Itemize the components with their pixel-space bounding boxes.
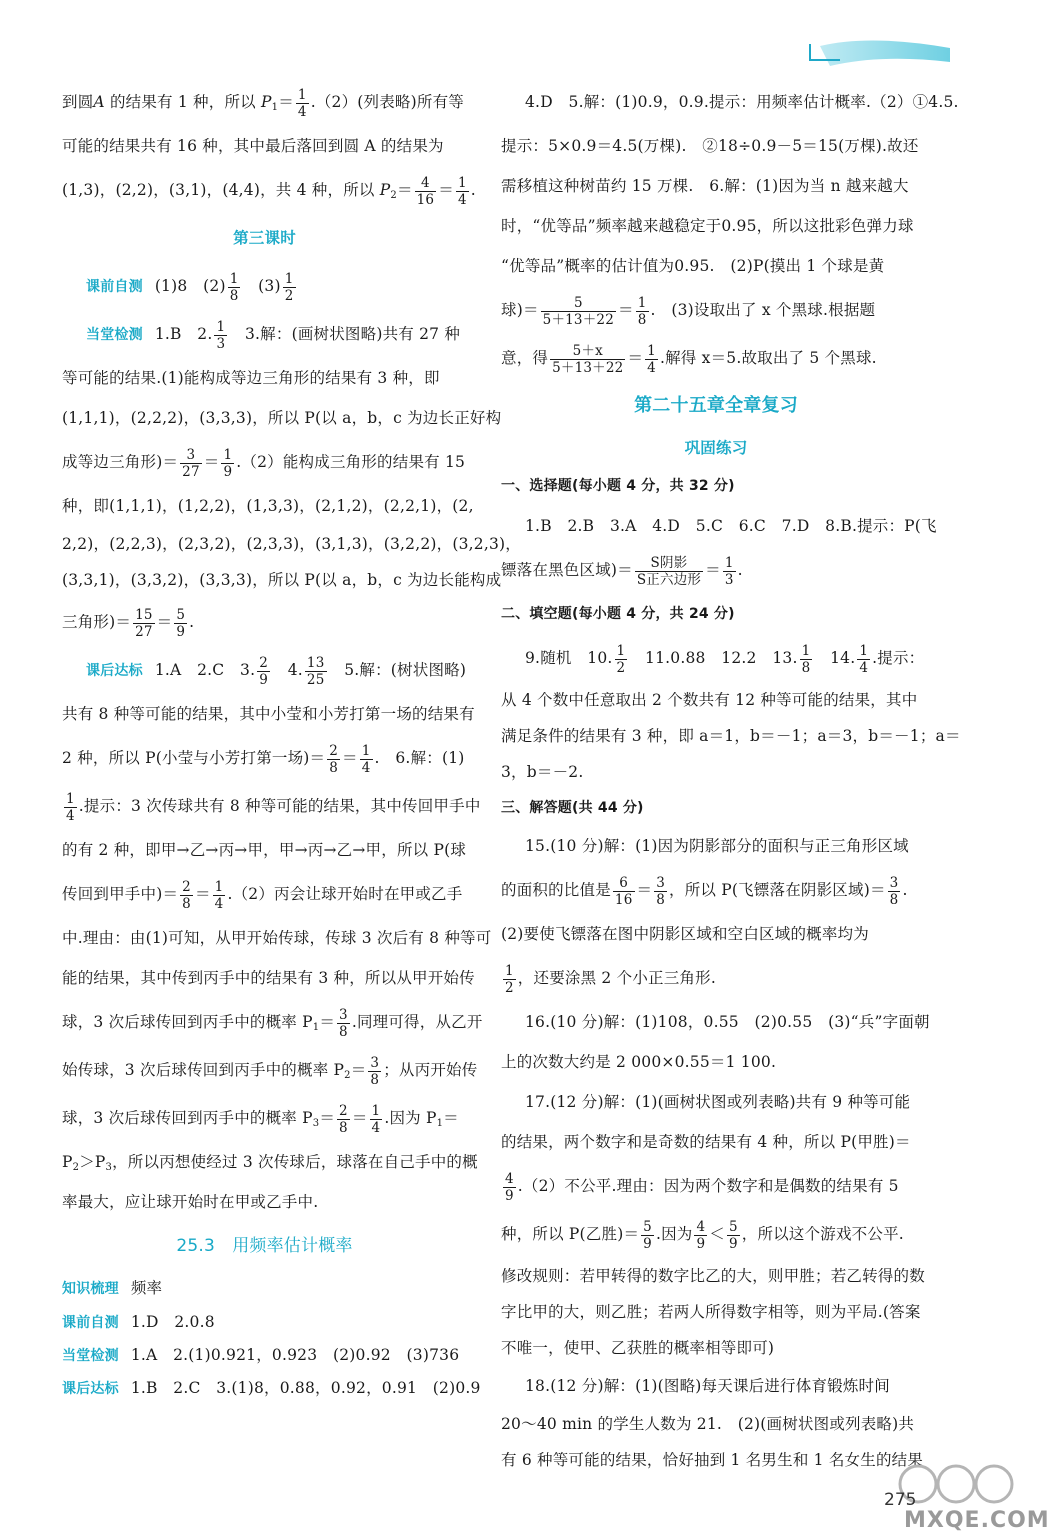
text-line: 从 4 个数中任意取出 2 个数共有 12 种等可能的结果，其中 [501,691,918,709]
text-line: 20～40 min 的学生人数为 21. (2)(画树状图或列表略)共 [501,1415,915,1433]
page-number: 275 [884,1490,917,1510]
text-line: 中.理由：由(1)可知，从甲开始传球，传球 3 次后有 8 种等可 [62,929,492,947]
watermark-text: MXQE.COM [904,1508,1050,1533]
text-line: 提示：5×0.9＝4.5(万棵). ②18÷0.9－5＝15(万棵).故还 [501,137,919,155]
text-line: 15.(10 分)解：(1)因为阴影部分的面积与正三角形区域 [525,837,909,855]
text-line: 2 种，所以 P(小莹与小芳打第一场)＝ $\frac{2}{8}$ ＝ $\frac{1}{4}$ . 6.解：(1) [62,742,465,776]
text-line: 的结果，两个数字和是奇数的结果有 4 种，所以 P(甲胜)＝ [501,1133,911,1151]
text-line: 满足条件的结果有 3 种，即 a＝1，b＝－1；a＝3，b＝－1；a＝ [501,727,961,745]
class-test-answers: 当堂检测 1.B 2. $\frac{1}{3}$ 3.解：(画树状图略)共有 27 种 [86,318,461,352]
text-line: 球)＝ $\frac{5}{5+13+22}$ ＝ $\frac{1}{8}$ . (3)设取出了 x 个黑球.根据题 [501,294,876,328]
text-line: 字比甲的大，则乙胜；若两人所得数字相等，则为平局.(答案 [501,1303,921,1321]
right-column [501,78,961,1478]
text-line: 球，3 次后球传回到丙手中的概率 $P_1=$ $\frac{3}{8}$ .同理可得，从乙开 [62,1006,483,1040]
section-title-answer: 三、解答题(共 44 分) [501,800,644,816]
section-title-fill: 二、填空题(每小题 4 分，共 24 分) [501,606,735,622]
practice-heading: 巩固练习 [684,439,748,457]
text-line: 的有 2 种，即甲→乙→丙→甲，甲→丙→乙→甲，所以 P(球 [62,841,467,859]
text-line: 17.(12 分)解：(1)(画树状图或列表略)共有 9 种等可能 [525,1093,911,1111]
text-line: 2,2)，(2,2,3)，(2,3,2)，(2,3,3)，(3,1,3)，(3,2,2)，(3,2,3)， [62,535,521,553]
text-line: $\frac{4}{9}$ .（2）不公平.理由：因为两个数字和是偶数的结果有 5 [505,1170,899,1204]
text-line: 9.随机 10. $\frac{1}{2}$ 11.0.88 12.2 13. $\frac{1}{8}$ 14. $\frac{1}{4}$ .提示： [525,642,925,676]
pre-test-answers: 课前自测 (1)8 (2) $\frac{1}{8}$ (3) $\frac{1}{2}$ [86,270,294,304]
text-line: $P_2>P_3$，所以丙想使经过 3 次传球后，球落在自己手中的概 [62,1153,478,1173]
lesson-heading: 第三课时 [233,229,296,247]
text-line: 3，b＝－2. [501,763,584,781]
text-line: 到圆A 的结果有 1 种，所以 $P_1=$ $\frac{1}{4}$ .（2）(列表略)所有等 [62,86,464,120]
text-line: 率最大，应让球开始时在甲或乙手中. [62,1193,319,1211]
after-class-answers-253: 课后达标 1.B 2.C 3.(1)8，0.88，0.92，0.91 (2)0.9 [62,1379,481,1397]
text-line: 能的结果，其中传到丙手中的结果有 3 种，所以从甲开始传 [62,969,475,987]
after-class-answers: 课后达标 1.A 2.C 3. $\frac{2}{9}$ 4. $\frac{13}{25}$ 5.解：(树状图略) [86,654,467,688]
fraction: $\frac{1}{4}$ [297,86,307,120]
class-test-answers-253: 当堂检测 1.A 2.(1)0.921，0.923 (2)0.92 (3)736 [62,1346,460,1364]
text-line: (1,3)，(2,2)，(3,1)，(4,4)，共 4 种，所以 $P_2=$ $\frac{4}{16}$ ＝ $\frac{1}{4}$ . [62,174,476,208]
text-line: 球，3 次后球传回到丙手中的概率 $P_3=$ $\frac{2}{8}$ ＝ $\frac{1}{4}$ .因为 $P_1=$ [62,1102,459,1136]
text-line: 时，“优等品”频率越来越稳定于0.95，所以这批彩色弹力球 [501,217,914,235]
text-line: 等可能的结果.(1)能构成等边三角形的结果有 3 种，即 [62,369,440,387]
section-title-choice: 一、选择题(每小题 4 分，共 32 分) [501,478,735,494]
text-line: 4.D 5.解：(1)0.9，0.9.提示：用频率估计概率.（2）①4.5. [525,93,959,111]
text-line: 种，即(1,1,1)，(1,2,2)，(1,3,3)，(2,1,2)，(2,2,1)，(2, [62,497,474,515]
text-line: 1.B 2.B 3.A 4.D 5.C 6.C 7.D 8.B.提示：P(飞 [525,517,937,535]
text-line: 可能的结果共有 16 种，其中最后落回到圆 A 的结果为 [62,137,444,155]
text-line: “优等品”概率的估计值为0.95. (2)P(摸出 1 个球是黄 [501,257,885,275]
text-line: 的面积的比值是 $\frac{6}{16}$ ＝ $\frac{3}{8}$ ，所以 P(飞镖落在阴影区域)＝ $\frac{3}{8}$ . [501,874,908,908]
text-line: (3,3,1)，(3,3,2)，(3,3,3)，所以 P(以 a，b，c 为边长能构成 [62,571,502,589]
left-column [62,78,521,1405]
text-line: 传回到甲手中)＝ $\frac{2}{8}$ ＝ $\frac{1}{4}$ .（2）丙会让球开始时在甲或乙手 [62,878,463,912]
text-line: 镖落在黑色区域)＝ $\frac{\text{S阴影}}{\text{S正六边形}}$ ＝ $\frac{1}{3}$ . [501,554,743,588]
text-line: 修改规则：若甲转得的数字比乙的大，则甲胜；若乙转得的数 [501,1267,925,1285]
text-line: $\frac{1}{4}$ .提示：3 次传球共有 8 种等可能的结果，其中传回甲手中 [66,790,481,824]
text-line: 不唯一，使甲、乙获胜的概率相等即可) [501,1339,775,1357]
text-line: 上的次数大约是 2 000×0.55＝1 100. [501,1053,777,1071]
header-banner-decoration [800,36,950,70]
text-line: 16.(10 分)解：(1)108，0.55 (2)0.55 (3)“兵”字面朝 [525,1013,930,1031]
text-line: 共有 8 种等可能的结果，其中小莹和小芳打第一场的结果有 [62,705,475,723]
pre-test-answers-253: 课前自测 1.D 2.0.8 [62,1313,215,1331]
text-line: 意，得 $\frac{5+x}{5+13+22}$ ＝ $\frac{1}{4}$ .解得 x＝5.故取出了 5 个黑球. [501,342,877,376]
text-line: 需移植这种树苗约 15 万棵. 6.解：(1)因为当 n 越来越大 [501,177,909,195]
text-line: 始传球，3 次后球传回到丙手中的概率 $P_2=$ $\frac{3}{8}$ ；从丙开始传 [62,1054,478,1088]
text-line: $\frac{1}{2}$ ，还要涂黑 2 个小正三角形. [505,962,716,996]
knowledge-summary: 知识梳理 频率 [62,1279,163,1297]
text-line: 有 6 种等可能的结果，恰好抽到 1 名男生和 1 名女生的结果 [501,1451,924,1469]
section-heading: 25.3 用频率估计概率 [176,1236,353,1256]
text-line: 成等边三角形)＝ $\frac{3}{27}$ ＝ $\frac{1}{9}$ .（2）能构成三角形的结果有 15 [62,446,466,480]
text-line: (2)要使飞镖落在图中阴影区域和空白区域的概率均为 [501,925,869,943]
chapter-heading: 第二十五章全章复习 [634,395,798,416]
text-line: (1,1,1)，(2,2,2)，(3,3,3)，所以 P(以 a，b，c 为边长正好构 [62,409,502,427]
text-line: 18.(12 分)解：(1)(图略)每天课后进行体育锻炼时间 [525,1377,890,1395]
text-line: 种，所以 P(乙胜)＝ $\frac{5}{9}$ .因为 $\frac{4}{9}$ ＜ $\frac{5}{9}$ ，所以这个游戏不公平. [501,1218,904,1252]
text-line: 三角形)＝ $\frac{15}{27}$ ＝ $\frac{5}{9}$ . [62,606,195,640]
